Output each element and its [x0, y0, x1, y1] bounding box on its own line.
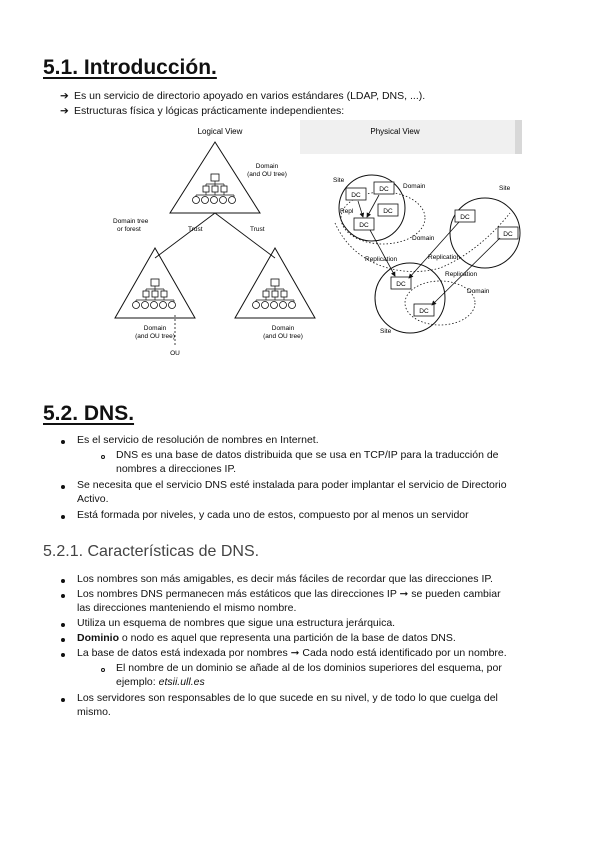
dc-box: [354, 218, 374, 230]
section-title-intro: 5.1. Introducción.: [43, 56, 217, 79]
domain-bl-label-2: (and OU tree): [135, 333, 175, 340]
domain-tree-label-1: Domain tree: [113, 218, 149, 225]
bullet-icon: [61, 653, 65, 657]
domain-label: Domain: [412, 235, 435, 242]
domain-tree-label-2: or forest: [117, 226, 141, 233]
domain-br-label-2: (and OU tree): [263, 333, 303, 340]
trust-label-left: Trust: [188, 226, 203, 233]
bullet-icon: [61, 515, 65, 519]
domain-top-label-1: Domain: [255, 163, 279, 170]
svg-text:DC: DC: [351, 192, 361, 199]
dc-box: [346, 188, 366, 200]
char-item-5-sub-a: El nombre de un dominio se añade al de los dominios superiores del esquema, por: [116, 662, 502, 674]
domain-triangle-right: [235, 248, 315, 318]
bullet-icon: [61, 440, 65, 444]
dns-item-1-sub-b: nombres a direcciones IP.: [116, 463, 237, 475]
char-item-3: Utiliza un esquema de nombres que sigue una estructura jerárquica.: [77, 617, 396, 629]
example-domain: etsii.ull.es: [158, 676, 205, 688]
svg-text:DC: DC: [379, 186, 389, 193]
dns-item-1: Es el servicio de resolución de nombres en Internet.: [77, 434, 319, 446]
dc-box: [378, 204, 398, 216]
directory-structure-figure: [95, 118, 525, 363]
replication-label: Replication: [428, 254, 461, 261]
arrow-bullet-icon: ➔: [60, 90, 69, 102]
section-title-dns: 5.2. DNS.: [43, 402, 135, 425]
svg-text:DC: DC: [460, 214, 470, 221]
char-item-4: Dominio o nodo es aquel que representa una partición de la base de datos DNS.: [77, 632, 456, 644]
trust-label-right: Trust: [250, 226, 265, 233]
arrow-bullet-icon: ➔: [60, 105, 69, 117]
domain-top-label-2: (and OU tree): [247, 171, 287, 178]
dns-item-1-sub-a: DNS es una base de datos distribuida que se usa en TCP/IP para la traducción de: [116, 449, 499, 461]
char-item-5: La base de datos está indexada por nombres ➞ Cada nodo está identificado por un nombre.: [77, 647, 507, 659]
domain-label: Domain: [403, 183, 426, 190]
char-item-6a: Los servidores son responsables de lo que sucede en su nivel, y de todo lo que cuelga del: [77, 692, 498, 704]
ou-label: OU: [170, 350, 180, 357]
physical-view-label: Physical View: [370, 127, 420, 136]
intro-item-1: ➔ Es un servicio de directorio apoyado en varios estándares (LDAP, DNS, ...).: [60, 90, 426, 102]
bullet-icon: [61, 638, 65, 642]
dc-box: [414, 304, 434, 316]
bullet-icon: [61, 623, 65, 627]
dns-item-2a: Se necesita que el servicio DNS esté instalada para poder implantar el servicio de Directorio: [77, 479, 507, 491]
section-title-characteristics: 5.2.1. Características de DNS.: [43, 543, 260, 560]
bold-term: Dominio: [77, 632, 119, 644]
bullet-icon: [61, 594, 65, 598]
domain-bl-label-1: Domain: [143, 325, 167, 332]
domain-br-label-1: Domain: [271, 325, 295, 332]
site-label: Site: [333, 177, 345, 184]
bullet-icon: [61, 579, 65, 583]
char-item-6b: mismo.: [77, 706, 111, 718]
domain-triangle-left: [115, 248, 195, 318]
svg-text:DC: DC: [503, 231, 513, 238]
char-item-2b: las direcciones manteniendo el mismo nombre.: [77, 602, 297, 614]
svg-text:DC: DC: [419, 308, 429, 315]
site-label: Site: [499, 185, 511, 192]
sub-bullet-icon: [101, 455, 105, 459]
replication-label: Replication: [365, 256, 398, 263]
char-item-1: Los nombres son más amigables, es decir más fáciles de recordar que las direcciones IP.: [77, 573, 493, 585]
dns-item-2b: Activo.: [77, 493, 109, 505]
site-label: Site: [380, 328, 392, 335]
dc-box: [498, 227, 518, 239]
bullet-icon: [61, 485, 65, 489]
dc-box: [374, 182, 394, 194]
dns-item-3: Está formada por niveles, y cada uno de estos, compuesto por al menos un servidor: [77, 509, 469, 521]
sub-bullet-icon: [101, 668, 105, 672]
char-item-2a: Los nombres DNS permanecen más estáticos que las direcciones IP ➞ se pueden cambiar: [77, 588, 501, 600]
svg-text:DC: DC: [359, 222, 369, 229]
dc-box: [455, 210, 475, 222]
svg-text:DC: DC: [383, 208, 393, 215]
repl-label: Repl: [340, 208, 354, 215]
dc-box: [391, 277, 411, 289]
intro-item-2: ➔ Estructuras física y lógicas prácticamente independientes:: [60, 105, 345, 117]
domain-label: Domain: [467, 288, 490, 295]
site-circle-3: [375, 263, 445, 333]
bullet-icon: [61, 698, 65, 702]
replication-label: Replication: [445, 271, 478, 278]
logical-view-label: Logical View: [197, 127, 243, 136]
svg-text:DC: DC: [396, 281, 406, 288]
char-item-5-sub-b: ejemplo: etsii.ull.es: [116, 676, 205, 688]
